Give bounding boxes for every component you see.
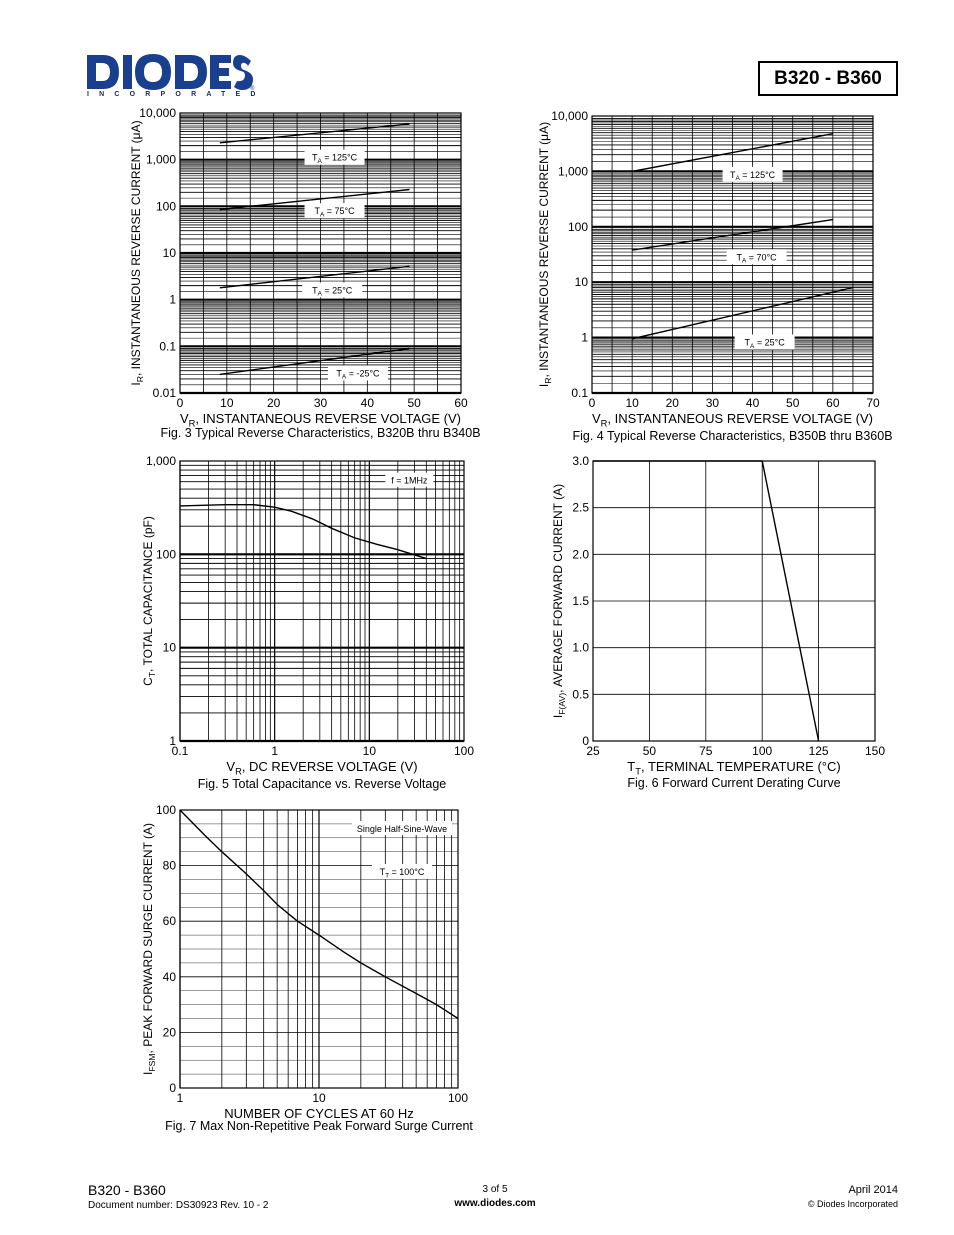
fig6-xtick-label: 125: [808, 744, 829, 758]
fig6-xtick-label: 50: [642, 744, 657, 758]
fig6-ytick-label: 2.5: [572, 500, 589, 515]
fig4-series-label-0: $T_A = 125^\circ C$: [729, 169, 776, 183]
registered-mark: ®: [250, 86, 255, 92]
fig3-xtick-label: 40: [360, 396, 375, 410]
fig6-ytick-label: 1.5: [572, 594, 589, 608]
fig5-xtick-label: 0.1: [171, 744, 189, 758]
fig4-series-label-1: $T_A = 70^\circ C$: [736, 252, 777, 265]
fig5-annotation: f = 1MHz: [391, 475, 428, 486]
fig4-ytick-label: 1: [581, 330, 588, 345]
fig7-xtick-label: 100: [447, 1091, 469, 1105]
fig7-ytick-label: 0: [169, 1081, 176, 1095]
fig3-series-label-1: $T_A = 75^\circ C$: [314, 206, 355, 219]
fig4-ytick-label: 1,000: [557, 164, 588, 179]
fig3-ylabel: $I_R$, INSTANTANEOUS REVERSE CURRENT (μA): [129, 120, 145, 386]
footer-doc-number: Document number: DS30923 Rev. 10 - 2: [88, 1200, 269, 1211]
fig4-ytick-label: 0.1: [571, 386, 588, 400]
fig4-xtick-label: 10: [625, 396, 639, 410]
fig3-xtick-label: 50: [407, 396, 421, 410]
fig5-xlabel: $V_R$, DC REVERSE VOLTAGE (V): [226, 759, 418, 777]
fig7-ytick-label: 40: [162, 969, 176, 984]
fig7-ytick-label: 20: [162, 1025, 176, 1040]
fig7-xlabel: NUMBER OF CYCLES AT 60 Hz: [224, 1106, 414, 1121]
fig4-xtick-label: 60: [826, 396, 840, 410]
fig3-ytick-label: 1,000: [145, 152, 176, 167]
fig5-xtick-label: 10: [362, 744, 377, 758]
fig6-ytick-label: 3.0: [572, 454, 589, 468]
fig3-ytick-label: 0.01: [152, 386, 176, 400]
fig5-xtick-label: 100: [453, 744, 475, 758]
fig6-ytick-label: 0: [582, 734, 589, 748]
footer-url[interactable]: www.diodes.com: [454, 1198, 536, 1209]
fig6-ytick-label: 0.5: [572, 687, 589, 702]
fig7-xtick-label: 1: [176, 1091, 184, 1105]
fig3-ytick-label: 10,000: [139, 106, 176, 120]
fig6-ylabel: $I_{F(AV)}$, AVERAGE FORWARD CURRENT (A): [551, 483, 567, 719]
fig4-ylabel: $I_R$, INSTANTANEOUS REVERSE CURRENT (μA): [537, 121, 553, 388]
fig3-series-label-2: $T_A = 25^\circ C$: [312, 285, 353, 298]
fig7-xtick-label: 10: [312, 1091, 326, 1105]
logo-subtitle: INCORPORATED: [87, 91, 266, 98]
fig3-ytick-label: 100: [155, 199, 176, 214]
fig6-ytick-label: 1.0: [572, 640, 589, 655]
fig3-xtick-label: 60: [454, 396, 468, 410]
fig5-ytick-label: 10: [162, 640, 176, 655]
fig4-ytick-label: 10: [574, 275, 588, 290]
footer-date: April 2014: [848, 1184, 898, 1196]
fig3-xtick-label: 20: [266, 396, 281, 410]
fig5-ytick-label: 1,000: [145, 454, 176, 468]
fig3-xtick-label: 30: [313, 396, 328, 410]
fig4-xtick-label: 70: [866, 396, 880, 410]
fig7-ytick-label: 100: [155, 803, 176, 817]
fig4-xtick-label: 40: [745, 396, 760, 410]
fig4-ytick-label: 10,000: [551, 109, 588, 123]
fig6-xlabel: $T_T$, TERMINAL TEMPERATURE (°C): [627, 759, 841, 777]
fig7-annotation2: $T_T = 100^\circ C$: [379, 867, 425, 880]
fig6-xtick-label: 100: [752, 744, 773, 758]
fig7-ytick-label: 60: [162, 914, 176, 929]
fig3-ytick-label: 1: [169, 292, 176, 307]
fig6-ytick-label: 2.0: [572, 547, 589, 562]
fig4-xtick-label: 50: [786, 396, 800, 410]
fig5-ytick-label: 1: [169, 734, 176, 748]
fig4-xtick-label: 0: [588, 396, 596, 410]
fig3-xlabel: $V_R$, INSTANTANEOUS REVERSE VOLTAGE (V): [179, 411, 462, 429]
footer-page: 3 of 5: [482, 1184, 508, 1195]
fig3-xtick-label: 10: [220, 396, 234, 410]
fig4-xtick-label: 30: [705, 396, 720, 410]
fig7-annotation: Single Half-Sine-Wave: [356, 824, 448, 834]
fig7-caption: Fig. 7 Max Non-Repetitive Peak Forward Surge Current: [165, 1119, 473, 1133]
fig3-xtick-label: 0: [176, 396, 184, 410]
fig4-caption: Fig. 4 Typical Reverse Characteristics, B350B thru B360B: [572, 429, 893, 443]
fig3-ytick-label: 10: [162, 246, 176, 260]
fig5-ylabel: $C_T$, TOTAL CAPACITANCE (pF): [141, 516, 157, 686]
fig6-caption: Fig. 6 Forward Current Derating Curve: [627, 776, 841, 790]
fig3-ytick-label: 0.1: [159, 339, 176, 354]
fig7-ytick-label: 80: [162, 858, 176, 873]
part-number-box: B320 - B360: [758, 61, 898, 96]
fig6-xtick-label: 25: [586, 744, 600, 758]
fig4-ytick-label: 100: [567, 219, 588, 234]
footer-part: B320 - B360: [88, 1182, 166, 1198]
fig6-xtick-label: 75: [699, 744, 713, 758]
fig4-xlabel: $V_R$, INSTANTANEOUS REVERSE VOLTAGE (V): [591, 411, 874, 429]
fig6-xtick-label: 150: [864, 744, 886, 758]
fig5-ytick-label: 100: [155, 547, 176, 562]
fig3-series-label-3: $T_A = -25^\circ C$: [336, 368, 380, 381]
fig3-caption: Fig. 3 Typical Reverse Characteristics, B320B thru B340B: [160, 426, 481, 440]
fig4-xtick-label: 20: [665, 396, 679, 410]
fig7-ylabel: $I_{FSM}$, PEAK FORWARD SURGE CURRENT (A): [141, 822, 157, 1076]
fig4-series-label-2: $T_A = 25^\circ C$: [744, 337, 785, 350]
fig5-xtick-label: 1: [271, 744, 279, 758]
footer-copyright: © Diodes Incorporated: [807, 1199, 898, 1209]
fig3-series-label-0: $T_A = 125^\circ C$: [311, 152, 358, 165]
fig5-caption: Fig. 5 Total Capacitance vs. Reverse Voltage: [197, 777, 447, 791]
